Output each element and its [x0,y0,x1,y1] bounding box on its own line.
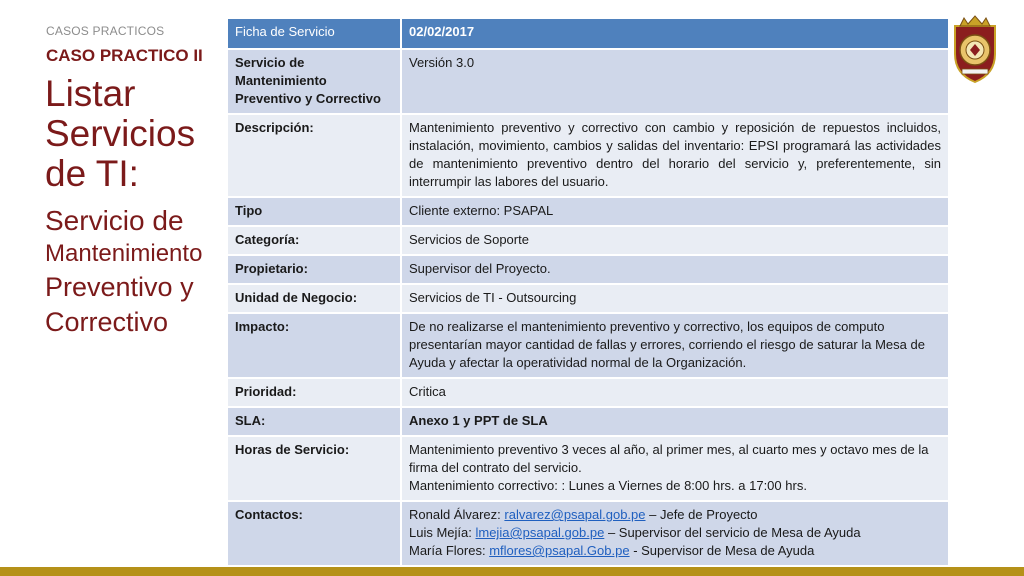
row-label: Tipo [227,197,401,226]
hours-line: Mantenimiento correctivo: : Lunes a Viernes de 8:00 hrs. a 17:00 hrs. [409,478,807,493]
contact-name: María Flores: [409,543,490,558]
row-label: Prioridad: [227,378,401,407]
row-value: Servicios de TI - Outsourcing [401,284,949,313]
table-row [227,407,949,436]
table-row [227,436,949,501]
row-label: Contactos: [227,501,401,566]
row-label: Unidad de Negocio: [227,284,401,313]
table-row [227,284,949,313]
contact-name: Ronald Álvarez: [409,507,505,522]
table-row [227,255,949,284]
subtitle-line: Preventivo y [45,272,194,302]
case-heading: CASO PRACTICO II [46,46,203,65]
contact-line [409,506,941,524]
table-header-row [227,18,949,49]
table-row [227,49,949,114]
slide-subtitle [45,204,227,340]
subtitle-line: Mantenimiento [45,240,203,267]
table-row [227,197,949,226]
row-value [401,436,949,501]
contact-role: – Jefe de Proyecto [645,507,758,522]
row-label: Horas de Servicio: [227,436,401,501]
row-value: Cliente externo: PSAPAL [401,197,949,226]
contact-email-link[interactable]: ralvarez@psapal.gob.pe [504,507,646,522]
row-value: Versión 3.0 [401,49,949,114]
title-line: de TI: [45,153,139,194]
subtitle-line: Servicio de [45,205,184,236]
table-row [227,378,949,407]
section-kicker: CASOS PRACTICOS [46,24,165,38]
title-line: Listar [45,73,136,114]
row-label: Categoría: [227,226,401,255]
row-label: Servicio de Mantenimiento Preventivo y Correctivo [227,49,401,114]
contact-role: - Supervisor de Mesa de Ayuda [629,543,815,558]
header-date: 02/02/2017 [401,18,949,49]
row-label: Descripción: [227,114,401,197]
row-label: SLA: [227,407,401,436]
contact-role: – Supervisor del servicio de Mesa de Ayuda [604,525,861,540]
row-value: Anexo 1 y PPT de SLA [401,407,949,436]
subtitle-line: Correctivo [45,307,169,337]
row-label: Impacto: [227,313,401,378]
slide-title [45,74,225,194]
row-value: Servicios de Soporte [401,226,949,255]
contact-name: Luis Mejía: [409,525,476,540]
row-value: Mantenimiento preventivo y correctivo con cambio y reposición de repuestos incluidos, instalación, movimiento, cambios y salidas del inventario: EPSI programará las actividades de mantenimiento preventivo dentro del horario del servicio y, preferentemente, sin interrumpir las labores del usuario. [401,114,949,197]
table-row [227,501,949,566]
service-sheet-table [226,17,950,567]
table-row [227,226,949,255]
row-value: Supervisor del Proyecto. [401,255,949,284]
table-row [227,114,949,197]
title-line: Servicios [45,113,196,154]
contact-email-link[interactable]: lmejia@psapal.gob.pe [475,525,605,540]
contact-line [409,542,941,560]
contact-line [409,524,941,542]
row-label: Propietario: [227,255,401,284]
row-value: De no realizarse el mantenimiento preventivo y correctivo, los equipos de computo presentarían mayor cantidad de fallas y errores, corriendo el riesgo de saturar la Mesa de Ayuda y afectar la operatividad normal de la Organización. [401,313,949,378]
header-label: Ficha de Servicio [227,18,401,49]
row-value: Critica [401,378,949,407]
row-value [401,501,949,566]
table-row [227,313,949,378]
contact-email-link[interactable]: mflores@psapal.Gob.pe [489,543,630,558]
hours-line: Mantenimiento preventivo 3 veces al año, al primer mes, al cuarto mes y octavo mes de la firma del contrato del servicio. [409,442,929,475]
bottom-accent-bar [0,567,1024,576]
university-crest-icon [950,14,1000,84]
